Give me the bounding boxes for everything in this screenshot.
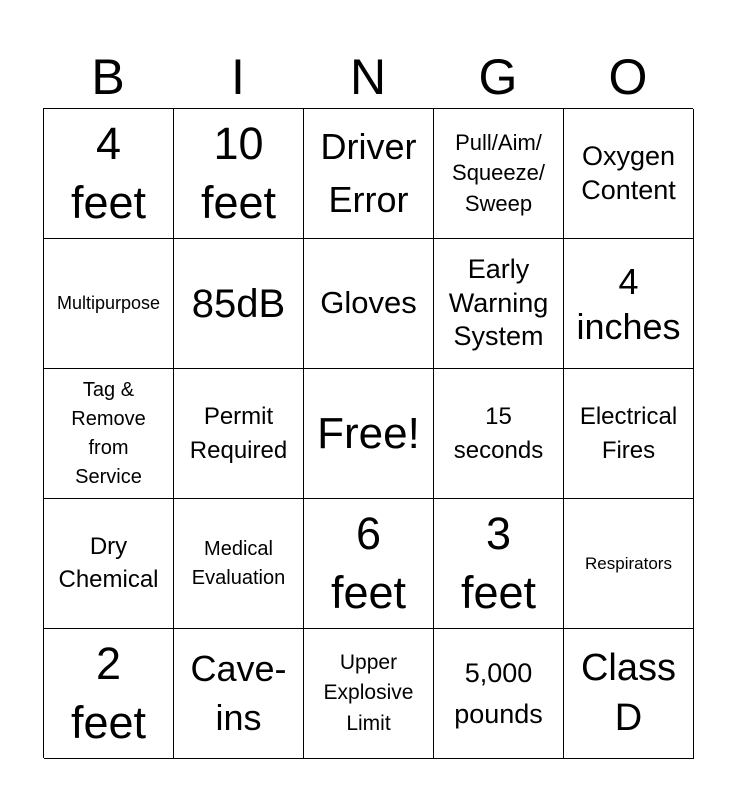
bingo-cell[interactable] (564, 109, 694, 239)
cell-text: 5,000 pounds (454, 658, 543, 729)
cell-text: Pull/Aim/ Squeeze/ Sweep (452, 129, 545, 216)
cell-text: 10 feet (200, 118, 277, 228)
bingo-cell[interactable] (44, 369, 174, 499)
cell-text: 15 seconds (453, 402, 544, 464)
bingo-cell[interactable] (434, 109, 564, 239)
cell-text: 85dB (191, 281, 286, 326)
bingo-cell[interactable] (174, 629, 304, 759)
bingo-cell[interactable] (174, 109, 304, 239)
bingo-cell[interactable] (174, 369, 304, 499)
bingo-cell[interactable] (44, 239, 174, 369)
cell-text: Early Warning System (448, 253, 549, 352)
cell-text: Free! (317, 408, 420, 458)
bingo-cell[interactable] (304, 499, 434, 629)
cell-text: Dry Chemical (58, 533, 159, 593)
bingo-cell[interactable] (304, 109, 434, 239)
header-letter-g: G (478, 49, 518, 105)
free-space[interactable] (304, 369, 434, 499)
header-letter-o: O (608, 49, 648, 105)
cell-text: 4 feet (70, 118, 147, 228)
bingo-cell[interactable] (564, 629, 694, 759)
bingo-cell[interactable] (564, 499, 694, 629)
bingo-header (43, 46, 693, 108)
cell-text: Upper Explosive Limit (323, 650, 414, 735)
cell-text: Class D (580, 647, 677, 739)
bingo-cell[interactable] (44, 499, 174, 629)
header-letter-n: N (349, 49, 387, 105)
bingo-cell[interactable] (304, 239, 434, 369)
bingo-cell[interactable] (564, 369, 694, 499)
cell-text: 3 feet (460, 508, 537, 618)
bingo-cell[interactable] (434, 499, 564, 629)
bingo-cell[interactable] (434, 239, 564, 369)
cell-text: Multipurpose (56, 292, 161, 313)
bingo-cell[interactable] (564, 239, 694, 369)
bingo-cell[interactable] (44, 629, 174, 759)
bingo-cell[interactable] (174, 239, 304, 369)
cell-text: Oxygen Content (581, 140, 676, 205)
cell-text: Tag & Remove from Service (71, 378, 146, 488)
cell-text: Medical Evaluation (191, 537, 286, 589)
cell-text: 4 inches (576, 260, 681, 347)
bingo-cell[interactable] (304, 629, 434, 759)
header-letter-i: I (231, 49, 245, 105)
header-letter-b: B (91, 49, 125, 105)
bingo-cell[interactable] (434, 629, 564, 759)
cell-text: Respirators (585, 553, 672, 573)
cell-text: Driver Error (320, 126, 417, 220)
cell-text: Gloves (320, 285, 417, 321)
cell-text: 2 feet (70, 638, 147, 748)
cell-text: Cave- ins (190, 647, 287, 738)
bingo-cell[interactable] (174, 499, 304, 629)
bingo-card (43, 108, 693, 758)
cell-text: Electrical Fires (579, 402, 678, 464)
bingo-cell[interactable] (434, 369, 564, 499)
cell-text: Permit Required (189, 402, 288, 464)
bingo-cell[interactable] (44, 109, 174, 239)
cell-text: 6 feet (330, 508, 407, 618)
